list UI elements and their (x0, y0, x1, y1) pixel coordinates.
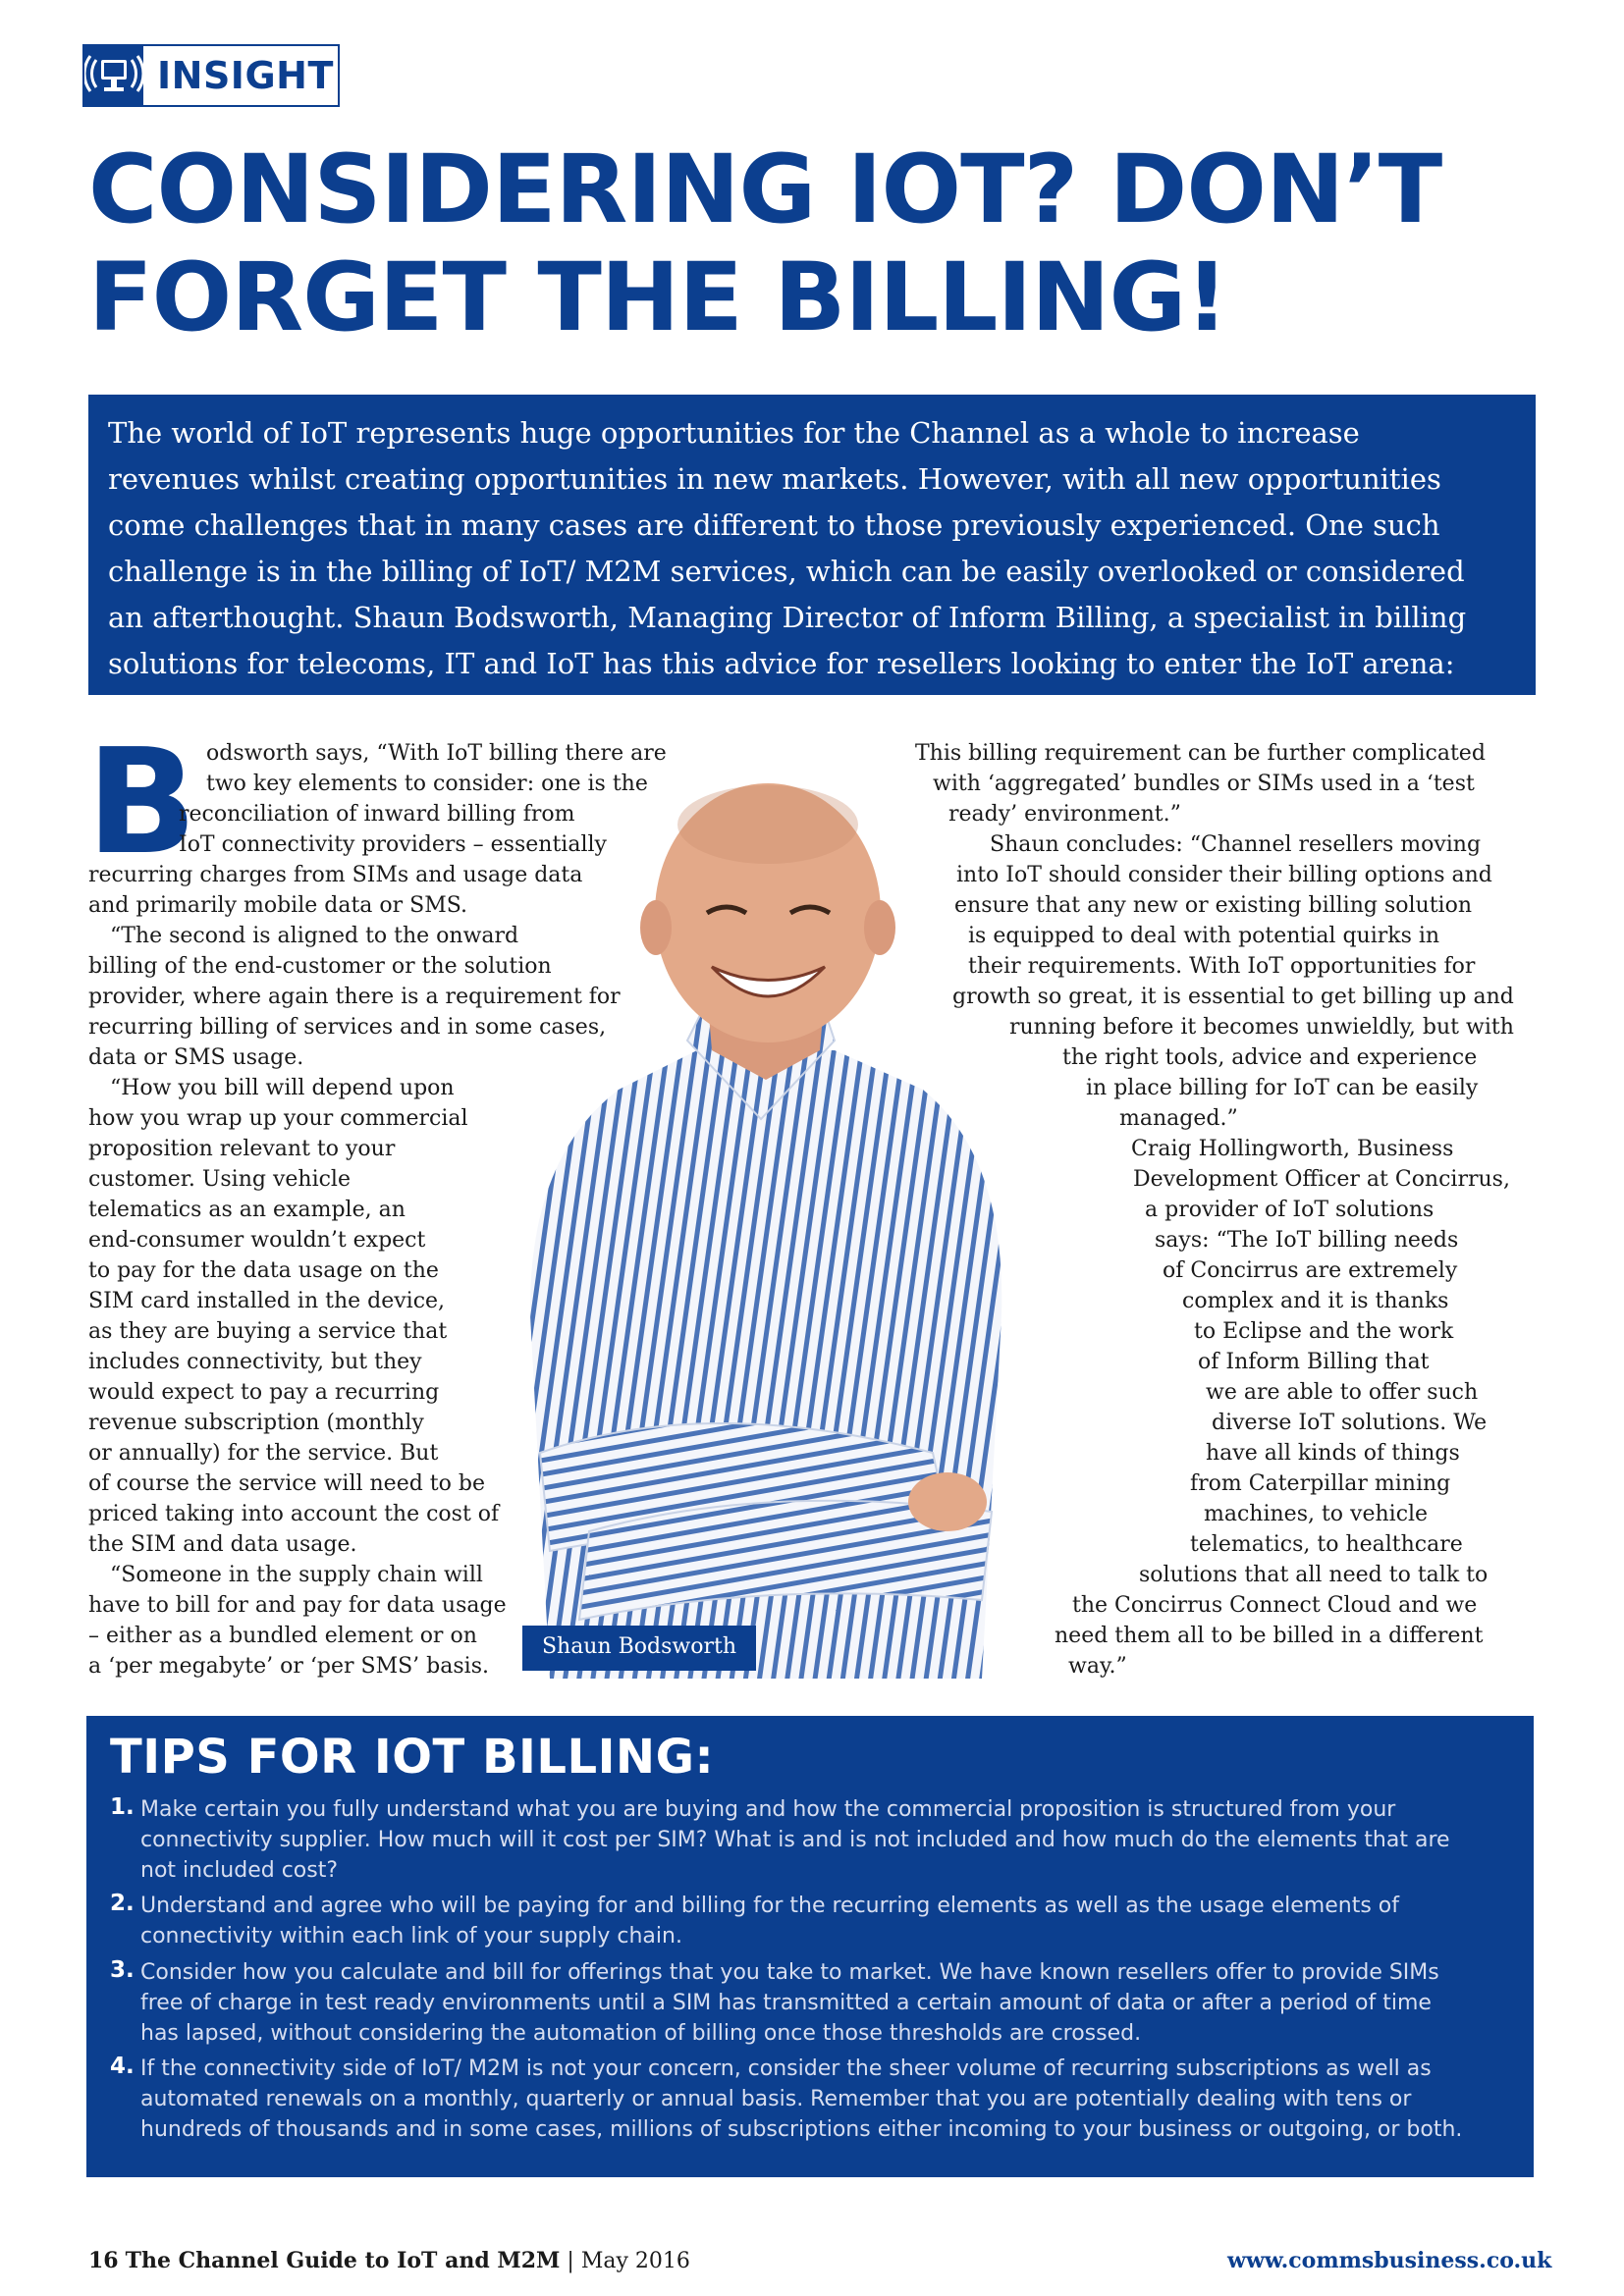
tip-text (140, 1891, 1399, 1951)
article-line: as they are buying a service that (88, 1319, 448, 1344)
tip-number: 1. (110, 1794, 135, 1820)
article-line: how you wrap up your commercial (88, 1106, 468, 1131)
monitor-wifi-icon (84, 46, 143, 105)
tip-line: hundreds of thousands and in some cases, millions of subscriptions either incoming to your business or outgoing, or both. (140, 2117, 1463, 2142)
article-line: the Concirrus Connect Cloud and we (1072, 1593, 1478, 1618)
tip-line: If the connectivity side of IoT/ M2M is not your concern, consider the sheer volume of recurring subscriptions as well as (140, 2056, 1432, 2081)
tip-line: Make certain you fully understand what you are buying and how the commercial proposition is structured from your (140, 1797, 1396, 1822)
footer-publication (88, 2248, 690, 2273)
article-line: machines, to vehicle (1204, 1502, 1429, 1526)
article-line: with ‘aggregated’ bundles or SIMs used in a ‘test (933, 772, 1475, 796)
intro-line: solutions for telecoms, IT and IoT has this advice for resellers looking to enter the IoT arena: (108, 647, 1455, 680)
article-line: the SIM and data usage. (88, 1532, 357, 1557)
article-line: recurring charges from SIMs and usage data (88, 863, 583, 887)
article-line: we are able to offer such (1206, 1380, 1479, 1405)
article-line: recurring billing of services and in some cases, (88, 1015, 607, 1040)
article-line: data or SMS usage. (88, 1045, 304, 1070)
article-line: into IoT should consider their billing options and (956, 863, 1492, 887)
article-line: This billing requirement can be further complicated (915, 741, 1486, 766)
title-line: CONSIDERING IOT? DON’T (88, 134, 1442, 244)
article-line: diverse IoT solutions. We (1212, 1411, 1488, 1435)
article-line: would expect to pay a recurring (88, 1380, 440, 1405)
article-line: SIM card installed in the device, (88, 1289, 446, 1313)
article-line: includes connectivity, but they (88, 1350, 422, 1374)
article-line: end-consumer wouldn’t expect (88, 1228, 426, 1253)
article-line: to pay for the data usage on the (88, 1258, 439, 1283)
issue-date: May 2016 (580, 2249, 690, 2273)
tip-number: 3. (110, 1957, 135, 1983)
section-tag (82, 44, 340, 107)
article-line: reconciliation of inward billing from (179, 802, 575, 827)
publication-title: The Channel Guide to IoT and M2M (125, 2248, 561, 2273)
tip-text (140, 1957, 1439, 2049)
article-line: Development Officer at Concirrus, (1133, 1167, 1510, 1192)
intro-line: come challenges that in many cases are different to those previously experienced. One such (108, 508, 1440, 542)
article-line: customer. Using vehicle (88, 1167, 351, 1192)
article-line: have to bill for and pay for data usage (88, 1593, 507, 1618)
article-line: Craig Hollingworth, Business (1131, 1137, 1454, 1161)
article-line: two key elements to consider: one is the (206, 772, 648, 796)
article-line: IoT connectivity providers – essentially (179, 832, 607, 857)
article-line: of Concirrus are extremely (1163, 1258, 1458, 1283)
portrait-photo (511, 766, 1021, 1679)
article-line: “How you bill will depend upon (110, 1076, 455, 1100)
footer-separator: | (567, 2249, 574, 2273)
article-line: solutions that all need to talk to (1139, 1563, 1489, 1587)
article-line: proposition relevant to your (88, 1137, 396, 1161)
article-line: ensure that any new or existing billing solution (954, 893, 1472, 918)
article-line: priced taking into account the cost of (88, 1502, 500, 1526)
article-line: a provider of IoT solutions (1145, 1198, 1435, 1222)
article-line: of course the service will need to be (88, 1471, 485, 1496)
footer-website-link[interactable]: www.commsbusiness.co.uk (1227, 2248, 1552, 2273)
tips-title: TIPS FOR IOT BILLING: (110, 1730, 715, 1785)
article-line: billing of the end-customer or the solution (88, 954, 552, 979)
tip-line: automated renewals on a monthly, quarterly or annual basis. Remember that you are potentially dealing with tens or (140, 2087, 1412, 2111)
tip-line: Consider how you calculate and bill for offerings that you take to market. We have known resellers offer to provide SIMs (140, 1960, 1439, 1985)
article-line: need them all to be billed in a different (1055, 1624, 1484, 1648)
article-line: ready’ environment.” (948, 802, 1181, 827)
article-line: and primarily mobile data or SMS. (88, 893, 468, 918)
article-line: complex and it is thanks (1182, 1289, 1449, 1313)
tip-line: connectivity within each link of your supply chain. (140, 1924, 682, 1949)
tip-line: not included cost? (140, 1858, 339, 1883)
intro-line: revenues whilst creating opportunities in new markets. However, with all new opportunities (108, 462, 1441, 496)
tip-line: connectivity supplier. How much will it cost per SIM? What is and is not included and how much do the elements that are (140, 1828, 1450, 1852)
tip-line: has lapsed, without considering the automation of billing once those thresholds are crossed. (140, 2021, 1142, 2046)
article-line: telematics, to healthcare (1190, 1532, 1463, 1557)
article-line: growth so great, it is essential to get billing up and (952, 985, 1514, 1009)
section-label: INSIGHT (157, 54, 334, 97)
intro-text (108, 410, 1542, 687)
page-title (88, 135, 1542, 351)
article-line: of Inform Billing that (1198, 1350, 1430, 1374)
article-line: the right tools, advice and experience (1062, 1045, 1478, 1070)
page-number: 16 (88, 2248, 119, 2273)
article-line: have all kinds of things (1206, 1441, 1460, 1466)
tip-text (140, 1794, 1450, 1886)
tip-line: free of charge in test ready environments until a SIM has transmitted a certain amount of data or after a period of time (140, 1991, 1432, 2015)
article-line: odsworth says, “With IoT billing there are (206, 741, 667, 766)
article-line: revenue subscription (monthly (88, 1411, 424, 1435)
tip-line: Understand and agree who will be paying for and billing for the recurring elements as well as the usage elements of (140, 1894, 1399, 1918)
article-line: from Caterpillar mining (1190, 1471, 1451, 1496)
article-line: “Someone in the supply chain will (110, 1563, 483, 1587)
article-line: is equipped to deal with potential quirks in (968, 924, 1440, 948)
article-line: their requirements. With IoT opportunities for (968, 954, 1476, 979)
article-line: “The second is aligned to the onward (110, 924, 519, 948)
intro-line: an afterthought. Shaun Bodsworth, Managing Director of Inform Billing, a specialist in billing (108, 601, 1467, 634)
tip-number: 4. (110, 2054, 135, 2079)
article-line: Shaun concludes: “Channel resellers moving (990, 832, 1482, 857)
photo-caption: Shaun Bodsworth (541, 1634, 737, 1659)
tip-text (140, 2054, 1462, 2145)
tip-number: 2. (110, 1891, 135, 1916)
article-line: telematics as an example, an (88, 1198, 406, 1222)
article-line: in place billing for IoT can be easily (1086, 1076, 1479, 1100)
article-line: – either as a bundled element or on (88, 1624, 477, 1648)
article-line: running before it becomes unwieldly, but with (1009, 1015, 1514, 1040)
article-line: to Eclipse and the work (1194, 1319, 1454, 1344)
intro-line: challenge is in the billing of IoT/ M2M services, which can be easily overlooked or considered (108, 555, 1465, 588)
article-line: says: “The IoT billing needs (1155, 1228, 1459, 1253)
article-line: or annually) for the service. But (88, 1441, 439, 1466)
article-line: way.” (1068, 1654, 1127, 1679)
intro-line: The world of IoT represents huge opportunities for the Channel as a whole to increase (108, 416, 1360, 450)
article-line: provider, where again there is a requirement for (88, 985, 621, 1009)
title-line: FORGET THE BILLING! (88, 242, 1228, 352)
article-line: managed.” (1119, 1106, 1238, 1131)
article-line: a ‘per megabyte’ or ‘per SMS’ basis. (88, 1654, 489, 1679)
drop-cap: B (86, 718, 197, 886)
